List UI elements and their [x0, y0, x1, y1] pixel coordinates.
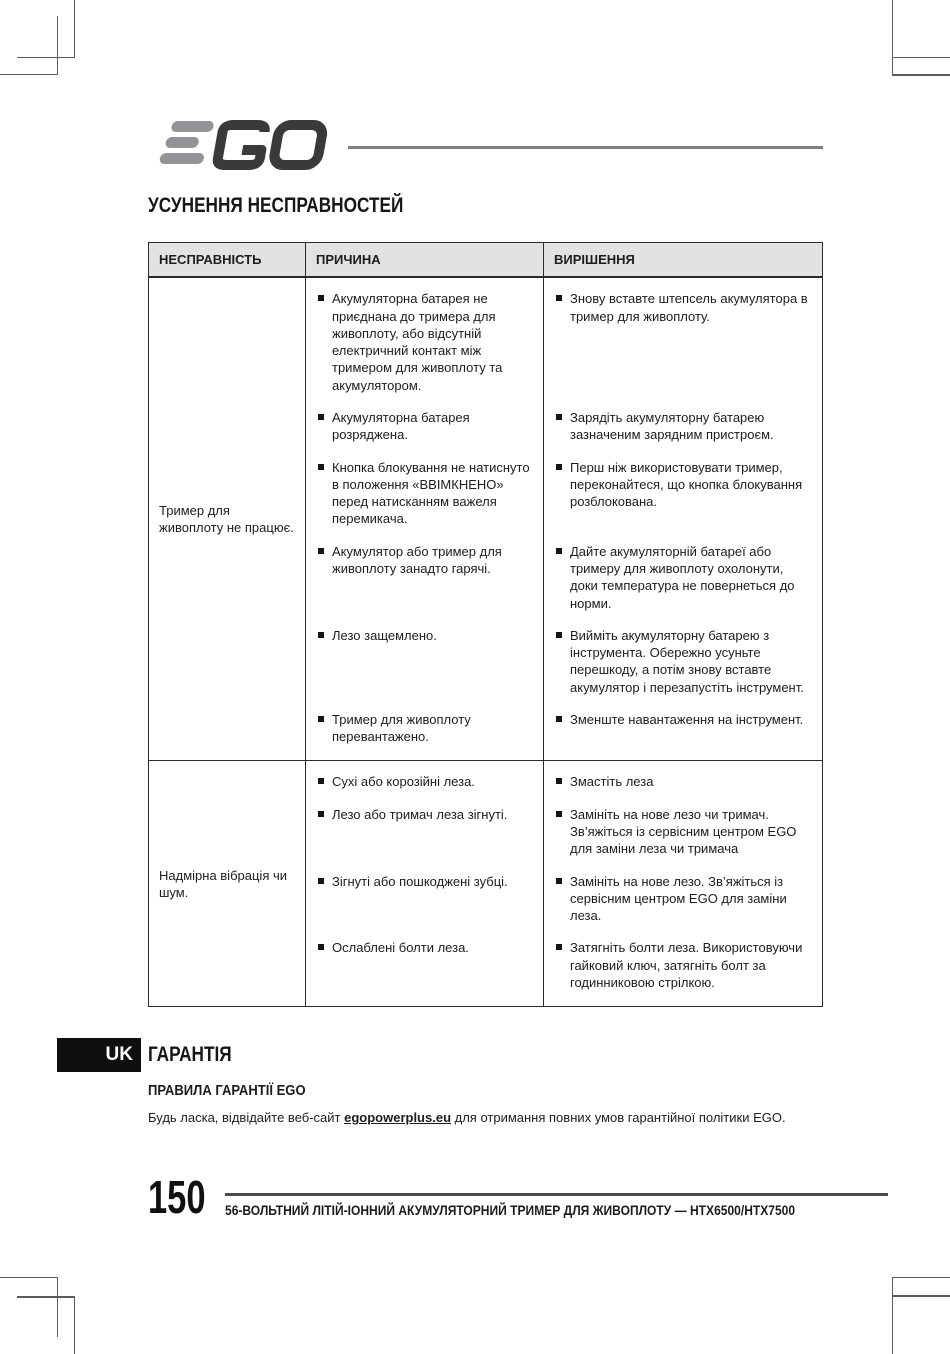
bullet-square-icon: [318, 548, 324, 554]
table-row: [149, 278, 822, 761]
solution-cell: [544, 761, 822, 805]
troubleshooting-table: [148, 242, 823, 1007]
crop-mark: [57, 16, 58, 75]
cause-solution-pairs: [306, 278, 822, 760]
page-number: 150: [148, 1171, 206, 1223]
table-header-row: [149, 243, 822, 278]
crop-mark: [892, 74, 950, 76]
crop-mark: [892, 1277, 893, 1354]
cause-solution-pair: [306, 939, 822, 1006]
bullet-square-icon: [556, 414, 562, 420]
bullet-square-icon: [556, 778, 562, 784]
cause-cell: [306, 939, 544, 1006]
cause-text: Акумулятор або тример для живоплоту занадто гарячі.: [332, 543, 502, 576]
page-title: УСУНЕННЯ НЕСПРАВНОСТЕЙ: [148, 194, 404, 217]
bullet-square-icon: [556, 716, 562, 722]
crop-mark: [0, 74, 58, 75]
solution-text: Вийміть акумуляторну батарею з інструмента. Обережно усуньте перешкоду, а потім знову вставте акумулятор і перезапустіть інструмент.: [570, 627, 804, 695]
cause-text: Зігнуті або пошкоджені зубці.: [332, 873, 508, 889]
crop-mark: [892, 1277, 950, 1278]
warranty-body: Будь ласка, відвідайте веб-сайт egopowerplus.eu для отримання повних умов гарантійної політики EGO.: [148, 1110, 786, 1126]
table-body: [149, 278, 822, 1006]
cause-text: Ослаблені болти леза.: [332, 940, 469, 956]
cause-cell: [306, 409, 544, 459]
column-header-problem: НЕСПРАВНІСТЬ: [149, 243, 306, 276]
bullet-square-icon: [318, 878, 324, 884]
bullet-square-icon: [556, 464, 562, 470]
crop-mark: [0, 1277, 58, 1278]
cause-solution-pairs: [306, 761, 822, 1006]
problem-text: Тример для живоплоту не працює.: [159, 503, 294, 536]
cause-solution-pair: [306, 806, 822, 873]
bullet-square-icon: [318, 295, 324, 301]
bullet-square-icon: [556, 548, 562, 554]
cause-cell: [306, 873, 544, 940]
cause-cell: [306, 627, 544, 711]
cause-text: Акумуляторна батарея не приєднана до тримера для живоплоту, або відсутній електричний контакт між тримером для живоплоту та акумулятором.: [332, 291, 503, 393]
problem-cell: [149, 278, 306, 760]
header-rule: [348, 146, 823, 149]
bullet-square-icon: [318, 778, 324, 784]
column-header-cause: ПРИЧИНА: [306, 243, 544, 276]
solution-cell: [544, 409, 822, 459]
solution-text: Змастіть леза: [570, 774, 654, 790]
cause-cell: [306, 459, 544, 543]
solution-cell: [544, 806, 822, 873]
column-header-solution: ВИРІШЕННЯ: [554, 252, 635, 267]
cause-solution-pair: [306, 873, 822, 940]
bullet-square-icon: [556, 295, 562, 301]
cause-text: Тример для живоплоту перевантажено.: [332, 711, 471, 745]
crop-mark: [892, 0, 893, 76]
cause-text: Лезо або тримач леза зігнуті.: [332, 806, 508, 822]
solution-text: Дайте акумуляторній батареї або тримеру для живоплоту охолонути, доки температура не повернеться до норми.: [570, 543, 795, 611]
cause-text: Сухі або корозійні леза.: [332, 774, 475, 790]
cause-text: Акумуляторна батарея розряджена.: [332, 409, 470, 443]
solution-text: Замініть на нове лезо чи тримач. Зв’яжіться із сервісним центром EGO для заміни леза чи тримача: [570, 806, 797, 857]
solution-cell: [544, 711, 822, 761]
cause-solution-pair: [306, 761, 822, 805]
bullet-square-icon: [556, 811, 562, 817]
cause-cell: [306, 711, 544, 761]
cause-cell: [306, 806, 544, 873]
crop-mark: [74, 0, 75, 58]
brand-header: [148, 118, 823, 172]
solution-text: Зарядіть акумуляторну батарею зазначеним зарядним пристроєм.: [570, 409, 774, 443]
website-link[interactable]: egopowerplus.eu: [344, 1110, 452, 1126]
ego-logo: [148, 118, 332, 172]
cause-solution-pair: [306, 459, 822, 543]
cause-solution-pair: [306, 278, 822, 409]
cause-cell: [306, 543, 544, 627]
cause-cell: [306, 278, 544, 409]
solution-text: Перш ніж використовувати тример, переконайтеся, що кнопка блокування розблокована.: [570, 459, 803, 510]
solution-cell: [544, 627, 822, 711]
bullet-square-icon: [556, 632, 562, 638]
cause-text: Кнопка блокування не натиснуто в положення «ВВІМКНЕНО» перед натисканням важеля перемикача.: [332, 459, 530, 527]
cause-text: Лезо защемлено.: [332, 627, 437, 643]
cause-solution-pair: [306, 409, 822, 459]
footer-right: [225, 1176, 888, 1218]
crop-mark: [57, 1277, 58, 1337]
page-footer: [148, 1171, 823, 1223]
solution-text: Затягніть болти леза. Використовуючи гайковий ключ, затягніть болт за годинниковою стрілкою.: [570, 940, 803, 990]
bullet-square-icon: [318, 716, 324, 722]
crop-mark: [892, 57, 950, 58]
crop-mark: [74, 1296, 75, 1354]
crop-mark: [17, 1296, 75, 1298]
solution-cell: [544, 278, 822, 409]
warranty-section: [105, 1043, 823, 1126]
bullet-square-icon: [318, 632, 324, 638]
footer-rule: [225, 1193, 888, 1196]
bullet-square-icon: [318, 464, 324, 470]
table-row: [149, 761, 822, 1006]
cause-solution-pair: [306, 627, 822, 711]
language-badge: UK: [57, 1038, 141, 1072]
warranty-heading: ГАРАНТІЯ: [148, 1043, 232, 1067]
bullet-square-icon: [318, 944, 324, 950]
crop-mark: [17, 57, 75, 58]
bullet-square-icon: [318, 414, 324, 420]
solution-cell: [544, 459, 822, 543]
cause-solution-pair: [306, 711, 822, 761]
solution-text: Знову вставте штепсель акумулятора в тример для живоплоту.: [570, 291, 808, 324]
cause-solution-pair: [306, 543, 822, 627]
cause-cell: [306, 761, 544, 805]
problem-cell: [149, 761, 306, 1006]
solution-text: Замініть на нове лезо. Зв’яжіться із сервісним центром EGO для заміни леза.: [570, 873, 787, 924]
bullet-square-icon: [556, 944, 562, 950]
solution-cell: [544, 939, 822, 1006]
solution-cell: [544, 873, 822, 940]
footer-product-line: 56-ВОЛЬТНИЙ ЛІТІЙ-ІОННИЙ АКУМУЛЯТОРНИЙ ТРИМЕР ДЛЯ ЖИВОПЛОТУ — HTX6500/HTX7500: [224, 1202, 795, 1218]
crop-mark: [892, 1295, 950, 1297]
warranty-subheading: ПРАВИЛА ГАРАНТІЇ EGO: [148, 1083, 306, 1100]
bullet-square-icon: [556, 878, 562, 884]
problem-text: Надмірна вібрація чи шум.: [159, 867, 288, 900]
bullet-square-icon: [318, 811, 324, 817]
solution-cell: [544, 543, 822, 627]
solution-text: Зменште навантаження на інструмент.: [570, 711, 804, 727]
